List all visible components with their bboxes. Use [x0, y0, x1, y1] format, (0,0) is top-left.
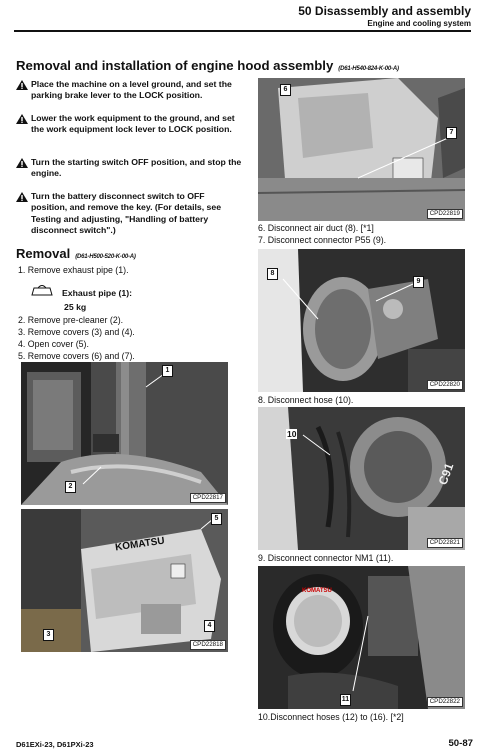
callout-11: 11	[340, 694, 351, 706]
callout-6: 6	[280, 84, 291, 96]
callout-7: 7	[446, 127, 457, 139]
warning-1	[16, 79, 242, 102]
warning-icon	[16, 192, 28, 202]
weight-value: 25 kg	[64, 302, 87, 312]
section-code: (D61-H540-824-K-00-A)	[338, 66, 399, 72]
warning-4-text: Turn the battery disconnect switch to OFF position, and remove the key. (For details, see Testing and adjusting, "Handling of battery disconnect switch".)	[31, 191, 222, 236]
footer-page-number: 50-87	[448, 738, 473, 749]
weight-icon	[30, 283, 54, 296]
photo-exhaust-pipe	[21, 362, 228, 505]
figure-code-5: CPD22821	[427, 538, 463, 548]
warning-icon	[16, 158, 28, 168]
photo-covers-6-7	[258, 78, 465, 221]
section-title	[16, 58, 399, 73]
header-subtitle: Engine and cooling system	[367, 19, 471, 28]
figure-air-duct	[258, 249, 465, 392]
caption-9: 9. Disconnect connector NM1 (11).	[258, 553, 394, 563]
warning-3	[16, 157, 242, 180]
figure-hose	[258, 407, 465, 550]
figure-code-2: CPD22818	[190, 640, 226, 650]
figure-code-4: CPD22820	[427, 380, 463, 390]
brand-logo-komatsu: KOMATSU	[114, 535, 166, 554]
callout-9: 9	[413, 276, 424, 288]
caption-8: 8. Disconnect hose (10).	[258, 395, 354, 405]
callout-5: 5	[211, 513, 222, 525]
warning-2-text: Lower the work equipment to the ground, and set the work equipment lock lever to LOCK position.	[31, 113, 235, 135]
callout-3: 3	[43, 629, 54, 641]
brand-logo-komatsu-filter: KOMATSU	[302, 588, 332, 594]
casting-stamp: C91	[435, 461, 457, 487]
step-2: 2. Remove pre-cleaner (2).	[18, 315, 124, 325]
figure-covers	[21, 509, 228, 652]
step-1: 1. Remove exhaust pipe (1).	[18, 265, 129, 275]
figure-connector	[258, 566, 465, 709]
caption-6: 6. Disconnect air duct (8). [*1]	[258, 223, 374, 233]
footer-model: D61EXi-23, D61PXi-23	[16, 740, 94, 749]
photo-connector	[258, 566, 465, 709]
step-4: 4. Open cover (5).	[18, 339, 89, 349]
warning-3-text: Turn the starting switch OFF position, and stop the engine.	[31, 157, 242, 179]
figure-exhaust-pipe	[21, 362, 228, 505]
step-5: 5. Remove covers (6) and (7).	[18, 351, 135, 361]
figure-covers-6-7	[258, 78, 465, 221]
removal-title-text: Removal	[16, 246, 71, 261]
weight-label: Exhaust pipe (1):	[62, 288, 132, 298]
warning-icon	[16, 114, 28, 124]
photo-air-duct	[258, 249, 465, 392]
removal-code: (D61-H500-520-K-00-A)	[75, 254, 136, 260]
figure-code-1: CPD22817	[190, 493, 226, 503]
callout-1: 1	[162, 365, 173, 377]
caption-10: 10.Disconnect hoses (12) to (16). [*2]	[258, 712, 404, 722]
figure-code-3: CPD22819	[427, 209, 463, 219]
header-title: 50 Disassembly and assembly	[298, 4, 471, 18]
callout-8: 8	[267, 268, 278, 280]
warning-4	[16, 191, 242, 237]
section-title-text: Removal and installation of engine hood assembly	[16, 58, 334, 73]
callout-10: 10	[287, 429, 297, 439]
header-rule	[14, 30, 471, 32]
warning-1-text: Place the machine on a level ground, and set the parking brake lever to the LOCK position.	[31, 79, 232, 101]
removal-title	[16, 246, 136, 261]
callout-2: 2	[65, 481, 76, 493]
warning-icon	[16, 80, 28, 90]
callout-4: 4	[204, 620, 215, 632]
step-3: 3. Remove covers (3) and (4).	[18, 327, 135, 337]
caption-7: 7. Disconnect connector P55 (9).	[258, 235, 387, 245]
warning-2	[16, 113, 242, 136]
figure-code-6: CPD22822	[427, 697, 463, 707]
